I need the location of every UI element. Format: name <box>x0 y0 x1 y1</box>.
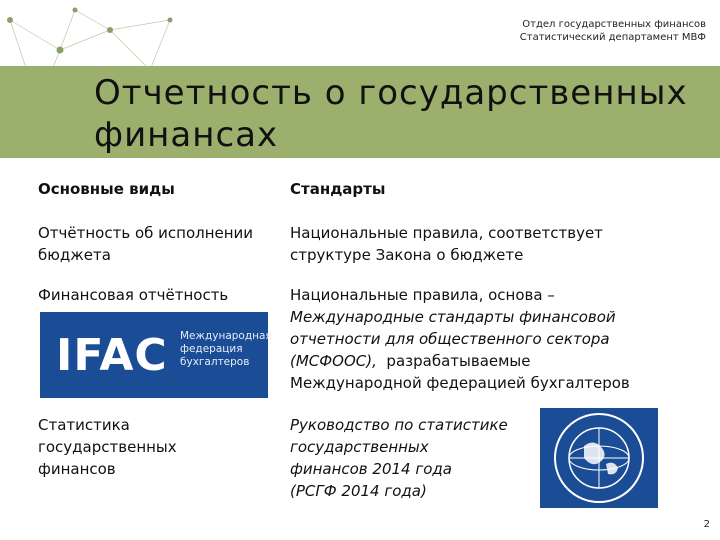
row2-right-abbrev: (МСФООС), <box>290 352 377 370</box>
ifac-logo-text: IFAC <box>56 330 168 381</box>
row3-right-line4: (РСГФ 2014 года) <box>290 482 427 500</box>
row1-right-line2: структуре Закона о бюджете <box>290 246 524 264</box>
organization-line: Статистический департамент МВФ <box>519 32 706 43</box>
department-line: Отдел государственных финансов <box>522 19 706 30</box>
column-header-right: Стандарты <box>290 180 386 198</box>
row3-right-line2: государственных <box>290 438 429 456</box>
page-number: 2 <box>703 519 710 530</box>
ifac-sub-line1: Международная <box>180 330 272 342</box>
row3-left-line1: Статистика <box>38 416 130 434</box>
ifac-sub-line3: бухгалтеров <box>180 356 250 368</box>
imf-seal-icon <box>540 408 658 508</box>
row2-right-line4 <box>290 350 710 372</box>
row1-left <box>38 222 286 266</box>
column-header-left: Основные виды <box>38 180 175 198</box>
row3-right-line1: Руководство по статистике <box>290 416 508 434</box>
row2-right <box>290 284 710 394</box>
row2-right-line1: Национальные правила, основа – <box>290 286 555 304</box>
row1-left-line1: Отчётность об исполнении <box>38 224 254 242</box>
ifac-sub-line2: федерация <box>180 343 243 355</box>
row1-right <box>290 222 710 266</box>
title-line-2: финансах <box>94 115 279 155</box>
row1-right-line1: Национальные правила, соответствует <box>290 224 603 242</box>
row3-left <box>38 414 286 480</box>
ifac-logo <box>40 312 272 398</box>
header-meta <box>520 18 706 44</box>
row2-right-line5: Международной федерацией бухгалтеров <box>290 374 630 392</box>
row2-right-line3: отчетности для общественного сектора <box>290 330 610 348</box>
imf-logo <box>540 408 658 508</box>
row3-left-line3: финансов <box>38 460 116 478</box>
row2-right-line2: Международные стандарты финансовой <box>290 308 616 326</box>
row2-right-inline: разрабатываемые <box>376 352 531 370</box>
row2-left: Финансовая отчётность <box>38 286 229 304</box>
row3-right-line3: финансов 2014 года <box>290 460 452 478</box>
title-line-1: Отчетность о государственных <box>94 73 688 113</box>
row1-left-line2: бюджета <box>38 246 111 264</box>
ifac-logo-subtitle <box>180 330 272 369</box>
row3-left-line2: государственных <box>38 438 177 456</box>
row3-right <box>290 414 535 502</box>
page-title <box>94 72 694 156</box>
